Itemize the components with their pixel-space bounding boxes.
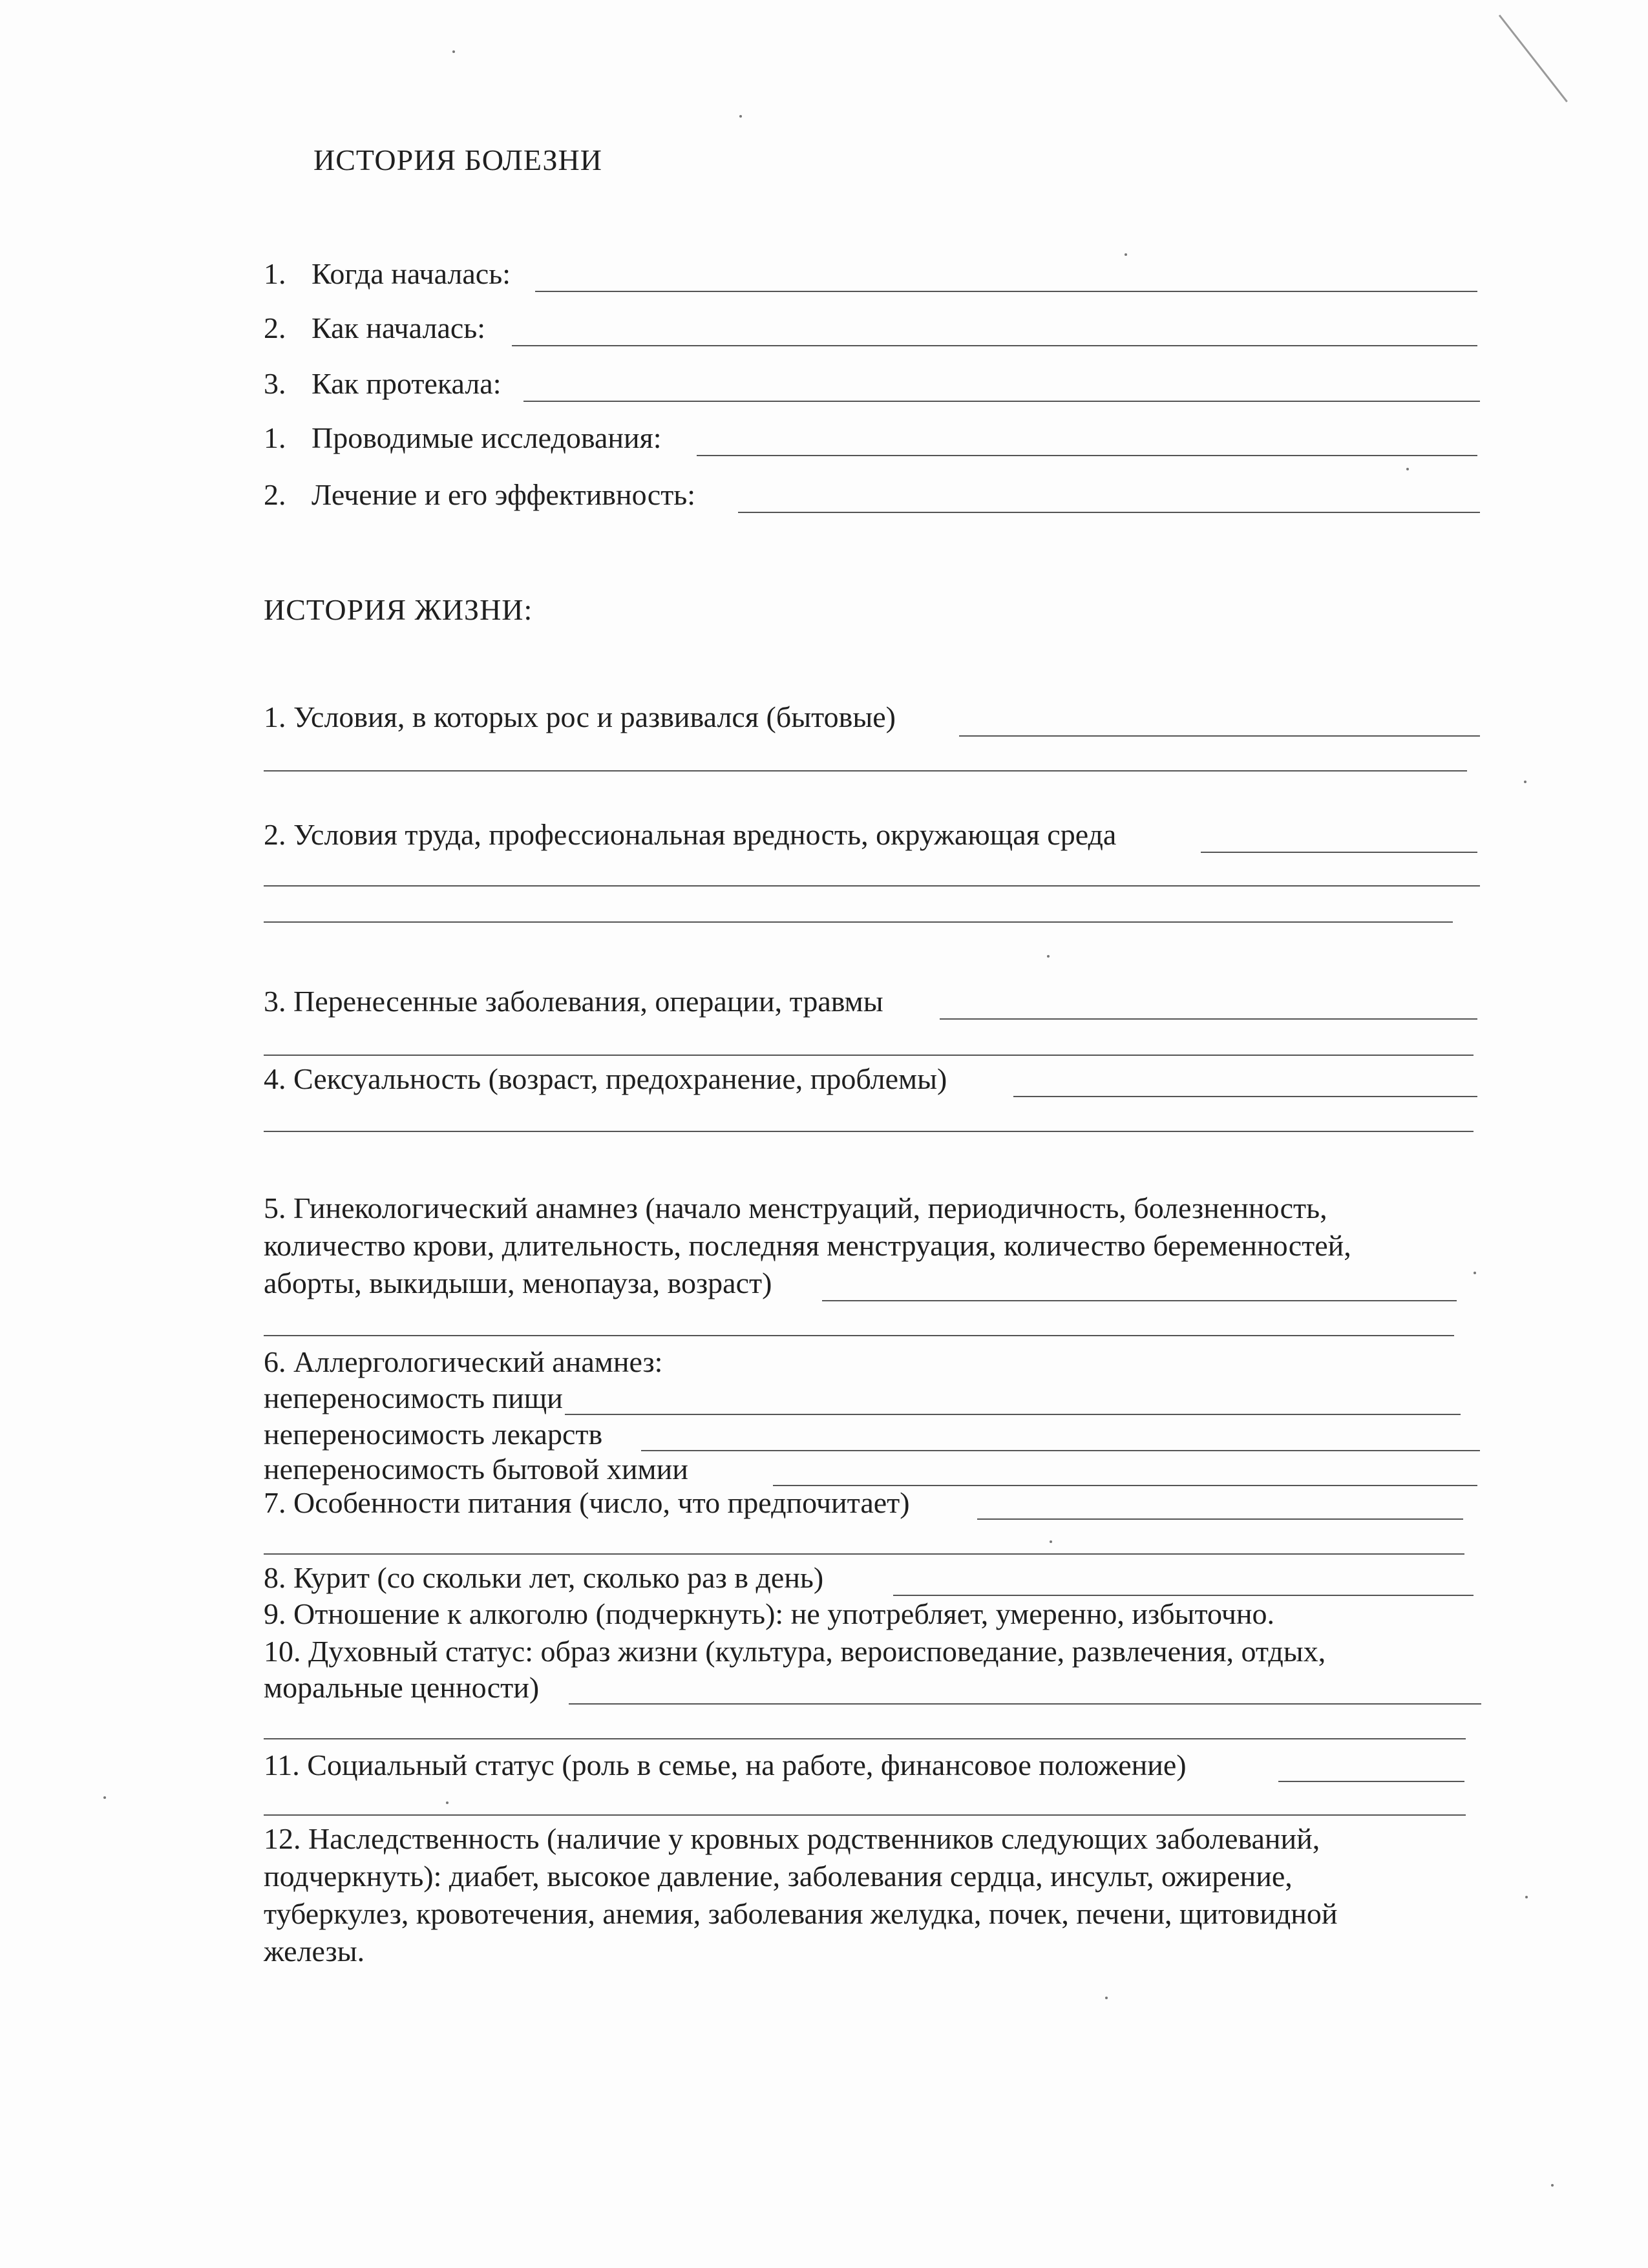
scan-speck: [1474, 1272, 1476, 1274]
answer-line[interactable]: [264, 1553, 1464, 1555]
allergy-food: непереносимость пищи: [264, 1381, 563, 1414]
illness-item-4: [264, 421, 662, 455]
scan-speck: [739, 115, 742, 118]
scan-speck: [103, 1796, 106, 1799]
allergy-medicine: непереносимость лекарств: [264, 1418, 603, 1451]
life-question-10-line-2: моральные ценности): [264, 1671, 540, 1704]
illness-item-2: [264, 311, 485, 345]
answer-line[interactable]: [512, 345, 1477, 346]
item-label: Проводимые исследования:: [312, 421, 662, 454]
answer-line[interactable]: [264, 770, 1467, 772]
answer-line[interactable]: [1013, 1096, 1477, 1097]
answer-line[interactable]: [264, 1131, 1474, 1132]
answer-line[interactable]: [697, 455, 1477, 456]
answer-line[interactable]: [264, 1335, 1454, 1336]
answer-line[interactable]: [977, 1518, 1463, 1520]
item-number: 1.: [264, 257, 286, 290]
answer-line[interactable]: [264, 921, 1453, 923]
scan-speck: [1125, 253, 1127, 256]
item-number: 2.: [264, 478, 286, 511]
item-label: Когда началась:: [312, 257, 511, 290]
scan-speck: [1406, 468, 1409, 470]
illness-item-5: [264, 478, 695, 512]
life-question-6: 6. Аллергологический анамнез:: [264, 1345, 663, 1378]
life-question-12-line-1: 12. Наследственность (наличие у кровных родственников следующих заболеваний,: [264, 1822, 1320, 1855]
life-question-5-line-1: 5. Гинекологический анамнез (начало менструаций, периодичность, болезненность,: [264, 1192, 1327, 1224]
life-question-2: 2. Условия труда, профессиональная вредность, окружающая среда: [264, 818, 1117, 851]
item-number: 1.: [264, 421, 286, 454]
scan-speck: [1524, 781, 1527, 783]
life-question-12-line-2: подчеркнуть): диабет, высокое давление, заболевания сердца, инсульт, ожирение,: [264, 1860, 1293, 1893]
answer-line[interactable]: [959, 735, 1480, 737]
life-question-1: 1. Условия, в которых рос и развивался (бытовые): [264, 700, 896, 733]
life-question-12-line-4: железы.: [264, 1935, 365, 1968]
answer-line[interactable]: [264, 1738, 1466, 1739]
section-title-illness: ИСТОРИЯ БОЛЕЗНИ: [313, 143, 602, 176]
life-question-11: 11. Социальный статус (роль в семье, на работе, финансовое положение): [264, 1748, 1187, 1781]
answer-line[interactable]: [893, 1595, 1474, 1596]
scan-speck: [1047, 955, 1050, 958]
scan-speck: [1105, 1997, 1108, 1999]
life-question-12-line-3: туберкулез, кровотечения, анемия, заболевания желудка, почек, печени, щитовидной: [264, 1897, 1338, 1930]
life-question-10-line-1: 10. Духовный статус: образ жизни (культура, вероисповедание, развлечения, отдых,: [264, 1635, 1326, 1668]
item-number: 3.: [264, 367, 286, 400]
life-question-5-line-2: количество крови, длительность, последняя менструация, количество беременностей,: [264, 1229, 1351, 1262]
answer-line[interactable]: [565, 1414, 1461, 1415]
answer-line[interactable]: [264, 885, 1480, 887]
answer-line[interactable]: [264, 1814, 1466, 1816]
answer-line[interactable]: [264, 1055, 1474, 1056]
answer-line[interactable]: [822, 1300, 1457, 1301]
life-question-5-line-3: аборты, выкидыши, менопауза, возраст): [264, 1266, 772, 1299]
item-number: 2.: [264, 311, 286, 344]
scan-speck: [1525, 1896, 1528, 1898]
life-question-9: 9. Отношение к алкоголю (подчеркнуть): не употребляет, умеренно, избыточно.: [264, 1597, 1274, 1630]
scan-speck: [1551, 2184, 1554, 2187]
answer-line[interactable]: [641, 1450, 1480, 1451]
life-question-7: 7. Особенности питания (число, что предпочитает): [264, 1486, 910, 1519]
scan-scratch: [1499, 15, 1568, 103]
illness-item-1: [264, 257, 511, 291]
answer-line[interactable]: [569, 1703, 1481, 1705]
answer-line[interactable]: [940, 1018, 1477, 1020]
life-question-8: 8. Курит (со скольки лет, сколько раз в день): [264, 1561, 824, 1594]
section-title-life: ИСТОРИЯ ЖИЗНИ:: [264, 593, 533, 626]
life-question-4: 4. Сексуальность (возраст, предохранение, проблемы): [264, 1062, 947, 1095]
answer-line[interactable]: [1201, 852, 1477, 853]
scan-speck: [452, 50, 455, 53]
scan-speck: [446, 1801, 449, 1804]
illness-item-3: [264, 367, 502, 401]
answer-line[interactable]: [523, 401, 1480, 402]
answer-line[interactable]: [738, 512, 1480, 513]
life-question-3: 3. Перенесенные заболевания, операции, травмы: [264, 985, 883, 1018]
item-label: Лечение и его эффективность:: [312, 478, 696, 511]
scan-speck: [1050, 1540, 1052, 1543]
answer-line[interactable]: [535, 291, 1477, 292]
allergy-household-chemicals: непереносимость бытовой химии: [264, 1453, 688, 1486]
item-label: Как началась:: [312, 311, 486, 344]
answer-line[interactable]: [1278, 1781, 1464, 1782]
item-label: Как протекала:: [312, 367, 502, 400]
